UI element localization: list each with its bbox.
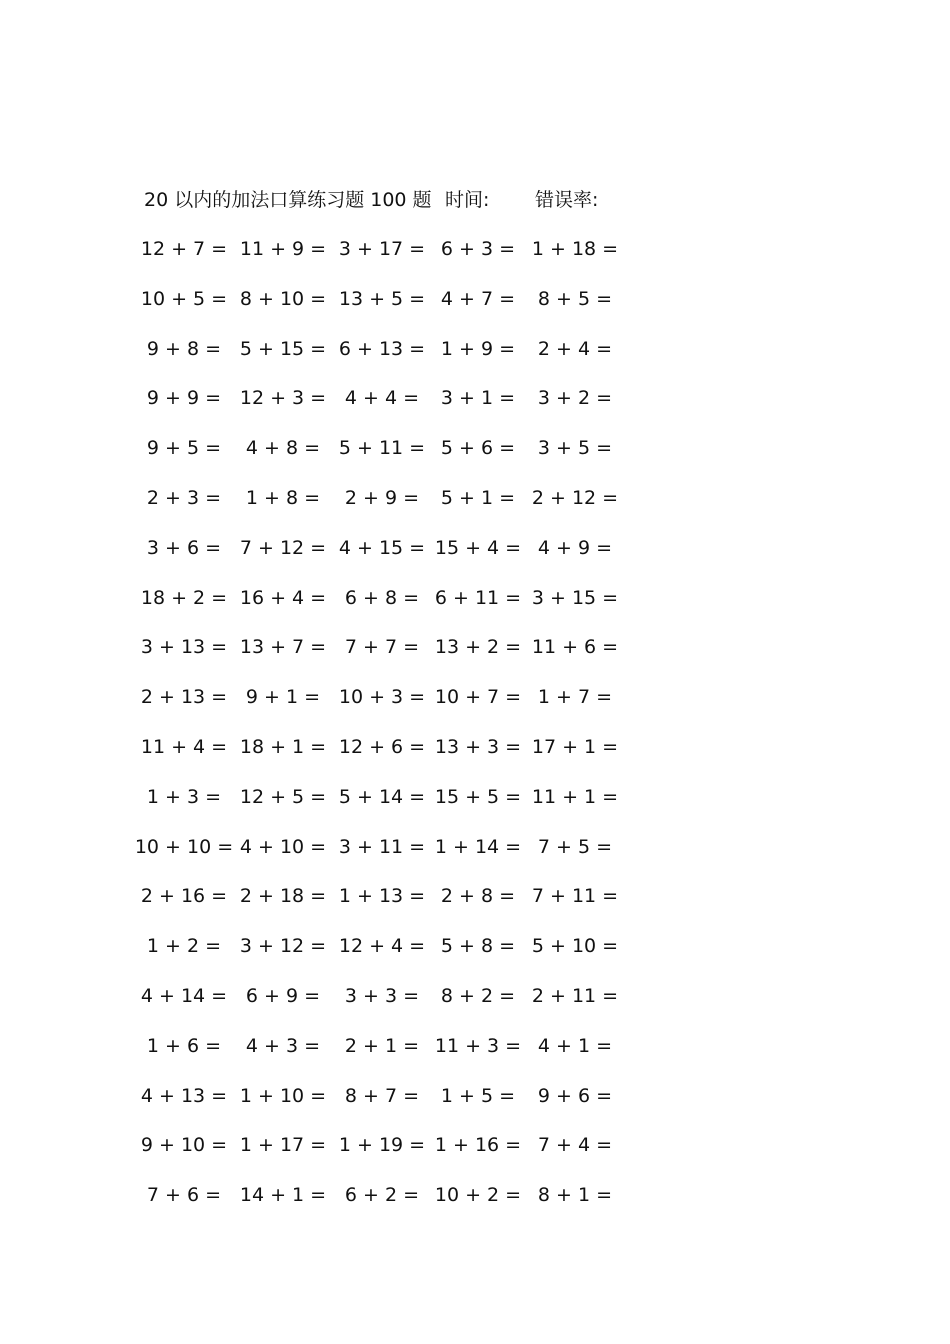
problem-cell: 17 + 1 = bbox=[531, 735, 619, 758]
problem-cell: 4 + 14 = bbox=[140, 984, 228, 1007]
problem-cell: 2 + 13 = bbox=[140, 686, 228, 709]
problem-cell: 2 + 18 = bbox=[239, 885, 327, 908]
problem-cell: 7 + 12 = bbox=[239, 536, 327, 559]
problem-cell: 2 + 4 = bbox=[537, 337, 613, 360]
problem-cell: 3 + 11 = bbox=[338, 835, 426, 858]
problem-cell: 1 + 3 = bbox=[146, 785, 222, 808]
problem-cell: 1 + 5 = bbox=[440, 1084, 516, 1107]
problem-cell: 2 + 3 = bbox=[146, 486, 222, 509]
problem-cell: 11 + 9 = bbox=[239, 238, 327, 260]
problem-cell: 5 + 15 = bbox=[239, 337, 327, 360]
problem-cell: 5 + 6 = bbox=[440, 437, 516, 460]
problem-cell: 6 + 9 = bbox=[245, 984, 321, 1007]
problem-row bbox=[0, 982, 950, 1032]
problem-row bbox=[0, 335, 950, 385]
problem-cell: 1 + 18 = bbox=[531, 238, 619, 260]
problem-cell: 4 + 3 = bbox=[245, 1034, 321, 1057]
problem-cell: 3 + 15 = bbox=[531, 586, 619, 609]
problem-row bbox=[0, 683, 950, 733]
problem-cell: 18 + 2 = bbox=[140, 586, 228, 609]
problem-cell: 7 + 11 = bbox=[531, 885, 619, 908]
problem-cell: 9 + 5 = bbox=[146, 437, 222, 460]
problem-row bbox=[0, 584, 950, 634]
problem-row bbox=[0, 783, 950, 833]
problem-cell: 5 + 10 = bbox=[531, 935, 619, 958]
problem-cell: 15 + 4 = bbox=[434, 536, 522, 559]
problem-cell: 8 + 1 = bbox=[537, 1184, 613, 1207]
problem-cell: 11 + 6 = bbox=[531, 636, 619, 659]
problem-row bbox=[0, 733, 950, 783]
problem-cell: 1 + 10 = bbox=[239, 1084, 327, 1107]
problem-cell: 10 + 2 = bbox=[434, 1184, 522, 1207]
problem-cell: 9 + 1 = bbox=[245, 686, 321, 709]
problem-cell: 16 + 4 = bbox=[239, 586, 327, 609]
problem-cell: 8 + 10 = bbox=[239, 287, 327, 310]
problem-row bbox=[0, 484, 950, 534]
problem-cell: 6 + 11 = bbox=[434, 586, 522, 609]
problem-cell: 10 + 7 = bbox=[434, 686, 522, 709]
problem-cell: 2 + 16 = bbox=[140, 885, 228, 908]
problem-cell: 11 + 1 = bbox=[531, 785, 619, 808]
time-label: 时间: bbox=[445, 189, 490, 211]
problem-grid bbox=[0, 235, 950, 1231]
problem-row bbox=[0, 434, 950, 484]
problem-cell: 4 + 1 = bbox=[537, 1034, 613, 1057]
problem-cell: 9 + 8 = bbox=[146, 337, 222, 360]
problem-cell: 18 + 1 = bbox=[239, 735, 327, 758]
problem-cell: 10 + 3 = bbox=[338, 686, 426, 709]
problem-row bbox=[0, 384, 950, 434]
problem-cell: 3 + 13 = bbox=[140, 636, 228, 659]
problem-cell: 1 + 8 = bbox=[245, 486, 321, 509]
problem-cell: 1 + 17 = bbox=[239, 1134, 327, 1157]
problem-cell: 8 + 2 = bbox=[440, 984, 516, 1007]
problem-cell: 7 + 4 = bbox=[537, 1134, 613, 1157]
problem-cell: 3 + 2 = bbox=[537, 387, 613, 410]
problem-cell: 1 + 13 = bbox=[338, 885, 426, 908]
problem-cell: 1 + 14 = bbox=[434, 835, 522, 858]
problem-cell: 1 + 19 = bbox=[338, 1134, 426, 1157]
problem-row bbox=[0, 1131, 950, 1181]
problem-cell: 4 + 4 = bbox=[344, 387, 420, 410]
problem-cell: 9 + 6 = bbox=[537, 1084, 613, 1107]
problem-cell: 3 + 1 = bbox=[440, 387, 516, 410]
problem-cell: 12 + 5 = bbox=[239, 785, 327, 808]
problem-cell: 9 + 10 = bbox=[140, 1134, 228, 1157]
problem-cell: 5 + 1 = bbox=[440, 486, 516, 509]
problem-cell: 12 + 6 = bbox=[338, 735, 426, 758]
problem-cell: 3 + 17 = bbox=[338, 238, 426, 260]
problem-cell: 4 + 10 = bbox=[239, 835, 327, 858]
problem-cell: 5 + 8 = bbox=[440, 935, 516, 958]
problem-row bbox=[0, 1181, 950, 1231]
problem-cell: 3 + 5 = bbox=[537, 437, 613, 460]
problem-cell: 6 + 2 = bbox=[344, 1184, 420, 1207]
problem-cell: 14 + 1 = bbox=[239, 1184, 327, 1207]
problem-cell: 12 + 4 = bbox=[338, 935, 426, 958]
problem-cell: 15 + 5 = bbox=[434, 785, 522, 808]
problem-cell: 4 + 13 = bbox=[140, 1084, 228, 1107]
problem-cell: 2 + 12 = bbox=[531, 486, 619, 509]
problem-cell: 6 + 3 = bbox=[440, 238, 516, 260]
problem-row bbox=[0, 1082, 950, 1132]
problem-cell: 7 + 6 = bbox=[146, 1184, 222, 1207]
worksheet-header bbox=[144, 186, 664, 214]
problem-cell: 3 + 6 = bbox=[146, 536, 222, 559]
problem-cell: 2 + 1 = bbox=[344, 1034, 420, 1057]
problem-row bbox=[0, 932, 950, 982]
problem-cell: 3 + 12 = bbox=[239, 935, 327, 958]
problem-row bbox=[0, 882, 950, 932]
problem-cell: 4 + 7 = bbox=[440, 287, 516, 310]
problem-cell: 4 + 9 = bbox=[537, 536, 613, 559]
problem-cell: 1 + 9 = bbox=[440, 337, 516, 360]
problem-cell: 13 + 3 = bbox=[434, 735, 522, 758]
problem-cell: 1 + 2 = bbox=[146, 935, 222, 958]
worksheet-title: 20 以内的加法口算练习题 100 题 bbox=[144, 189, 432, 211]
problem-cell: 1 + 16 = bbox=[434, 1134, 522, 1157]
problem-cell: 9 + 9 = bbox=[146, 387, 222, 410]
problem-cell: 11 + 4 = bbox=[140, 735, 228, 758]
problem-cell: 11 + 3 = bbox=[434, 1034, 522, 1057]
problem-cell: 12 + 7 = bbox=[140, 238, 228, 260]
problem-row bbox=[0, 235, 950, 285]
problem-cell: 8 + 7 = bbox=[344, 1084, 420, 1107]
problem-cell: 2 + 11 = bbox=[531, 984, 619, 1007]
problem-cell: 13 + 2 = bbox=[434, 636, 522, 659]
problem-cell: 10 + 5 = bbox=[140, 287, 228, 310]
problem-cell: 4 + 15 = bbox=[338, 536, 426, 559]
problem-cell: 12 + 3 = bbox=[239, 387, 327, 410]
problem-cell: 4 + 8 = bbox=[245, 437, 321, 460]
problem-cell: 5 + 11 = bbox=[338, 437, 426, 460]
problem-cell: 7 + 5 = bbox=[537, 835, 613, 858]
problem-cell: 3 + 3 = bbox=[344, 984, 420, 1007]
problem-cell: 6 + 8 = bbox=[344, 586, 420, 609]
problem-cell: 13 + 7 = bbox=[239, 636, 327, 659]
problem-cell: 7 + 7 = bbox=[344, 636, 420, 659]
problem-cell: 8 + 5 = bbox=[537, 287, 613, 310]
problem-row bbox=[0, 633, 950, 683]
problem-cell: 2 + 8 = bbox=[440, 885, 516, 908]
problem-row bbox=[0, 1032, 950, 1082]
problem-cell: 6 + 13 = bbox=[338, 337, 426, 360]
problem-cell: 1 + 6 = bbox=[146, 1034, 222, 1057]
problem-row bbox=[0, 833, 950, 883]
problem-cell: 1 + 7 = bbox=[537, 686, 613, 709]
problem-cell: 10 + 10 = bbox=[134, 835, 234, 858]
problem-cell: 2 + 9 = bbox=[344, 486, 420, 509]
problem-row bbox=[0, 534, 950, 584]
problem-cell: 5 + 14 = bbox=[338, 785, 426, 808]
problem-row bbox=[0, 285, 950, 335]
problem-cell: 13 + 5 = bbox=[338, 287, 426, 310]
error-rate-label: 错误率: bbox=[535, 189, 599, 211]
